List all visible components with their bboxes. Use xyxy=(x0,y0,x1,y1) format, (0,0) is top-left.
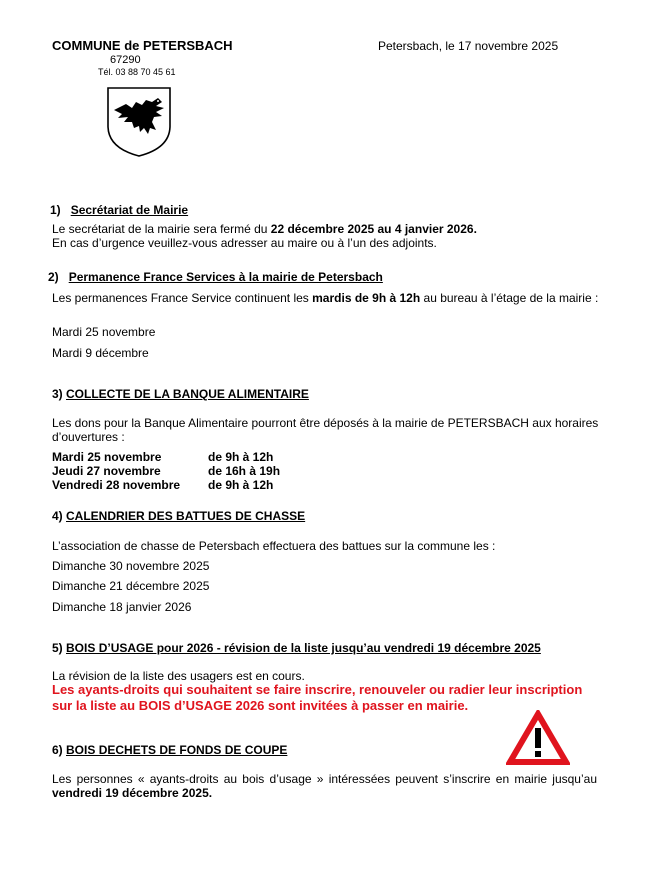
schedule-day: Jeudi 27 novembre xyxy=(52,464,161,478)
schedule-day: Vendredi 28 novembre xyxy=(52,478,181,492)
closure-dates: 22 décembre 2025 au 4 janvier 2026. xyxy=(270,222,477,236)
list-item: Dimanche 30 novembre 2025 xyxy=(52,559,210,573)
section-1-number: 1) xyxy=(50,203,61,217)
section-2-text xyxy=(52,291,600,305)
schedule-row xyxy=(52,478,273,492)
section-5-heading xyxy=(52,641,541,655)
schedule-hours: de 9h à 12h xyxy=(208,450,274,464)
section-4-number: 4) xyxy=(52,509,63,523)
schedule-day: Mardi 25 novembre xyxy=(52,450,162,464)
warning-triangle-icon xyxy=(506,710,570,766)
section-3-title: COLLECTE DE LA BANQUE ALIMENTAIRE xyxy=(66,387,309,401)
section-6-deadline: vendredi 19 décembre 2025. xyxy=(52,786,213,800)
section-3-heading xyxy=(52,387,309,401)
section-5-number: 5) xyxy=(52,641,63,655)
list-item: Dimanche 18 janvier 2026 xyxy=(52,600,192,614)
section-5-title: BOIS D’USAGE pour 2026 - révision de la liste jusqu’au vendredi 19 décembre 2025 xyxy=(66,641,541,655)
phone-number: Tél. 03 88 70 45 61 xyxy=(98,67,176,77)
section-1-line-2: En cas d’urgence veuillez-vous adresser au maire ou à l’un des adjoints. xyxy=(52,236,437,250)
organization-name: COMMUNE de PETERSBACH xyxy=(52,38,233,53)
list-item: Mardi 25 novembre xyxy=(52,325,156,339)
list-item: Dimanche 21 décembre 2025 xyxy=(52,579,210,593)
section-2-text-pre: Les permanences France Service continuent les xyxy=(52,291,313,305)
schedule-row xyxy=(52,450,273,464)
section-1-heading xyxy=(50,203,188,217)
section-6-number: 6) xyxy=(52,743,63,757)
section-3-text: Les dons pour la Banque Alimentaire pourront être déposés à la mairie de PETERSBACH aux horaires d’ouvertures : xyxy=(52,416,599,444)
section-1-line-1 xyxy=(52,222,477,236)
section-4-heading xyxy=(52,509,305,523)
section-6-heading xyxy=(52,743,287,757)
section-1-text: Le secrétariat de la mairie sera fermé du xyxy=(52,222,271,236)
section-5-text: La révision de la liste des usagers est en cours. xyxy=(52,669,305,683)
place-and-date: Petersbach, le 17 novembre 2025 xyxy=(378,39,559,53)
section-2-number: 2) xyxy=(48,270,59,284)
schedule-hours: de 9h à 12h xyxy=(208,478,274,492)
section-4-text: L’association de chasse de Petersbach effectuera des battues sur la commune les : xyxy=(52,539,496,553)
section-1-title: Secrétariat de Mairie xyxy=(70,203,189,217)
section-6-title: BOIS DECHETS DE FONDS DE COUPE xyxy=(66,743,288,757)
section-2-hours: mardis de 9h à 12h xyxy=(312,291,421,305)
section-2-text-post: au bureau à l’étage de la mairie : xyxy=(420,291,599,305)
schedule-hours: de 16h à 19h xyxy=(208,464,281,478)
section-2-heading xyxy=(48,270,383,284)
section-3-number: 3) xyxy=(52,387,63,401)
section-5-alert: Les ayants-droits qui souhaitent se faire inscrire, renouveler ou radier leur inscription sur la liste au BOIS d’USAGE 2026 sont invitées à passer en mairie. xyxy=(52,682,583,713)
list-item: Mardi 9 décembre xyxy=(52,346,149,360)
schedule-row xyxy=(52,464,280,478)
section-4-title: CALENDRIER DES BATTUES DE CHASSE xyxy=(66,509,306,523)
eagle-crest-icon xyxy=(106,86,172,158)
section-2-title: Permanence France Services à la mairie de Petersbach xyxy=(68,270,383,284)
postcode: 67290 xyxy=(110,54,141,66)
section-6-text: Les personnes « ayants-droits au bois d’usage » intéressées peuvent s’inscrire en mairie jusqu’au xyxy=(52,772,597,786)
